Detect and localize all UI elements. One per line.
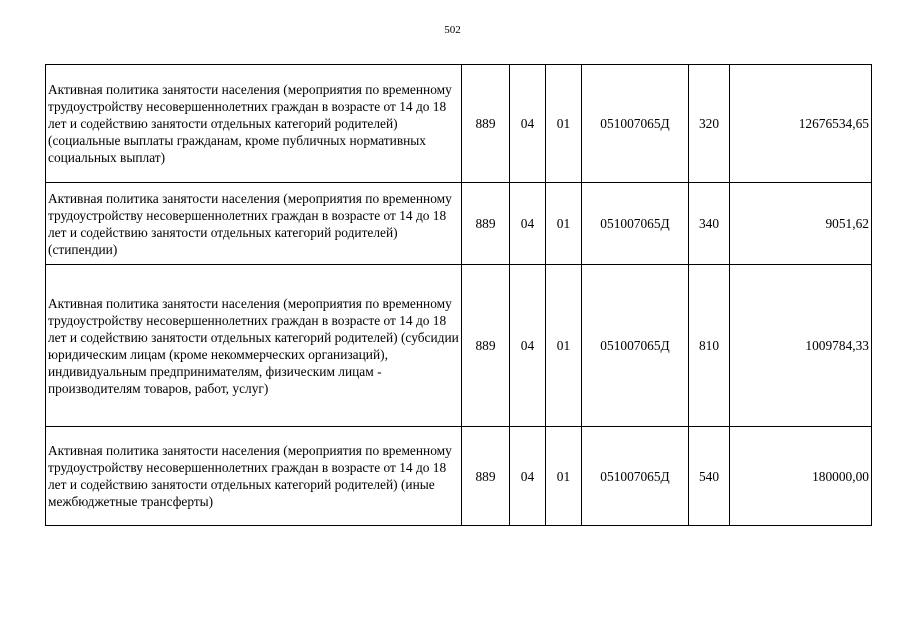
expense-type-code: 540 — [689, 427, 730, 526]
target-article-code: 051007065Д — [582, 427, 689, 526]
target-article-code: 051007065Д — [582, 265, 689, 427]
subsection-code: 01 — [546, 65, 582, 183]
subsection-code: 01 — [546, 265, 582, 427]
amount: 1009784,33 — [730, 265, 872, 427]
target-article-code: 051007065Д — [582, 65, 689, 183]
row-description: Активная политика занятости населения (мероприятия по временному трудоустройству несовершеннолетних граждан в возрасте от 14 до 18 лет и содействию занятости отдельных категорий родителей) (иные межбюджетные трансферты) — [46, 427, 462, 526]
section-code: 04 — [510, 265, 546, 427]
page-number: 502 — [444, 24, 461, 36]
section-code: 04 — [510, 427, 546, 526]
amount: 9051,62 — [730, 183, 872, 265]
amount: 12676534,65 — [730, 65, 872, 183]
ministry-code: 889 — [462, 65, 510, 183]
row-description: Активная политика занятости населения (мероприятия по временному трудоустройству несовершеннолетних граждан в возрасте от 14 до 18 лет и содействию занятости отдельных категорий родителей) (социальные выплаты гражданам, кроме публичных нормативных социальных выплат) — [46, 65, 462, 183]
ministry-code: 889 — [462, 427, 510, 526]
table-row — [46, 65, 872, 183]
ministry-code: 889 — [462, 265, 510, 427]
table-row — [46, 427, 872, 526]
expense-type-code: 320 — [689, 65, 730, 183]
ministry-code: 889 — [462, 183, 510, 265]
section-code: 04 — [510, 65, 546, 183]
row-description: Активная политика занятости населения (мероприятия по временному трудоустройству несовершеннолетних граждан в возрасте от 14 до 18 лет и содействию занятости отдельных категорий родителей) (стипендии) — [46, 183, 462, 265]
subsection-code: 01 — [546, 183, 582, 265]
section-code: 04 — [510, 183, 546, 265]
target-article-code: 051007065Д — [582, 183, 689, 265]
expense-type-code: 810 — [689, 265, 730, 427]
amount: 180000,00 — [730, 427, 872, 526]
subsection-code: 01 — [546, 427, 582, 526]
row-description: Активная политика занятости населения (мероприятия по временному трудоустройству несовершеннолетних граждан в возрасте от 14 до 18 лет и содействию занятости отдельных категорий родителей) (субсидии юридическим лицам (кроме некоммерческих организаций), индивидуальным предпринимателям, физическим лицам - производителям товаров, работ, услуг) — [46, 265, 462, 427]
table-row — [46, 265, 872, 427]
expense-type-code: 340 — [689, 183, 730, 265]
table-row — [46, 183, 872, 265]
budget-table — [45, 64, 872, 526]
